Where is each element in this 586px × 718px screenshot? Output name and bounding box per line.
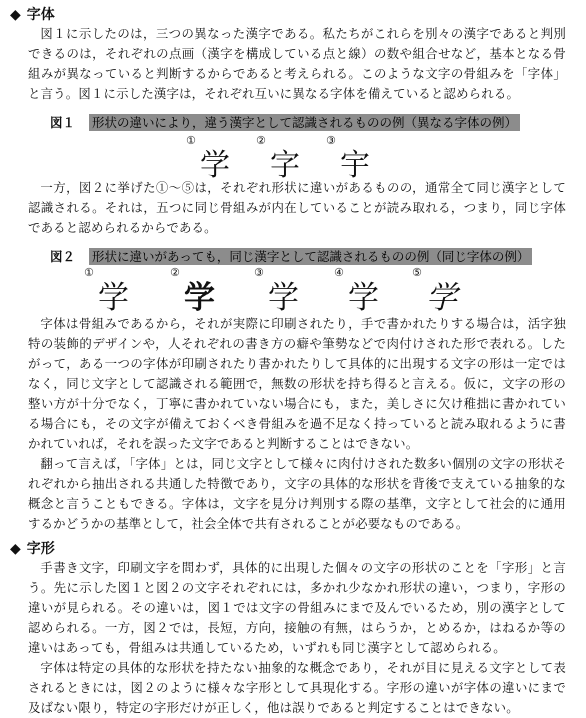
glyph-character: 学 [184, 280, 215, 316]
glyph-character: 宇 [340, 148, 370, 183]
figure-title: 形状の違いにより，違う漢字として認識されるものの例（異なる字体の例） [89, 114, 520, 131]
paragraph: 手書き文字，印刷文字を問わず，具体的に出現した個々の文字の形状のことを「字形」と言う。先に示した図１と図２の文字それぞれには，多かれ少なかれ形状の違い，つまり，字形の違いが見られる。その違いは，図１では文字の骨組みにまで及んでいるため，別の漢字として認められる。一方，図２では，長短，方向，接触の有無，はらうか，とめるか，はねるか等の違いはあっても，骨組みは共通しているため，いずれも同じ漢字として認められる。 [28, 560, 566, 655]
glyph-number: ① [186, 134, 196, 147]
paragraph: 字体は骨組みであるから，それが実際に印刷されたり，手で書かれたりする場合は，活字独特の装飾的デザインや，人それぞれの書き方の癖や筆勢などで肉付けされた形で表れる。したがって，ある一つの字体が印刷されたり書かれたりして具体的に出現する文字の形は一定ではなく，同じ文字として認識される範囲で，無数の形状を持ち得ると言える。仮に，文字の形の整い方が十分でなく，丁寧に書かれていない場合にも，また，美しさに欠け稚拙に書かれている場合にも，その文字が備えておくべき骨組みを過不足なく持っていると読み取れるように書かれていれば，それを誤った文字であると判断することはできない。 [28, 316, 566, 451]
glyph-number: ③ [254, 266, 264, 279]
glyph-character: 字 [270, 148, 300, 183]
figure-1-caption [50, 113, 520, 131]
glyph-character: 学 [268, 280, 299, 316]
diamond-bullet-icon: ◆ [10, 541, 21, 557]
paragraph: 図１に示したのは，三つの異なった漢字である。私たちがこれらを別々の漢字であると判別できるのは，それぞれの点画（漢字を構成している点と線）の数や組合せなど，基本となる骨組みが異なっていると判断するからであると考えられる。このような文字の骨組みを「字体」と言う。図１に示した漢字は，それぞれ互いに異なる字体を備えていると認められる。 [28, 26, 566, 101]
figure-number: 図２ [50, 249, 76, 264]
figure-2-caption [50, 247, 532, 265]
glyph-number: ② [170, 266, 180, 279]
section-title: 字体 [26, 7, 55, 23]
figure-number: 図１ [50, 115, 76, 130]
glyph-character: 学 [348, 280, 379, 316]
section-heading-jitai [10, 4, 55, 24]
glyph-character: 学 [98, 280, 129, 316]
paragraph: 翻って言えば，「字体」とは，同じ文字として様々に肉付けされた数多い個別の文字の形状それぞれから抽出される共通した特徴であり，文字の具体的な形状を背後で支えている抽象的な概念と言うこともできる。字体は，文字を見分け判別する際の基準，文字として社会的に通用するかどうかの基準として，社会全体で共有されることが必要なものである。 [28, 456, 566, 531]
glyph-number: ① [84, 266, 94, 279]
paragraph: 一方，図２に挙げた①〜⑤は，それぞれ形状に違いがあるものの，通常全て同じ漢字として認識される。それは，五つに同じ骨組みが内在していることが読み取れる，つまり，同じ字体であると認められるからである。 [28, 180, 566, 235]
glyph-character: 学 [426, 280, 457, 316]
diamond-bullet-icon: ◆ [10, 7, 21, 23]
paragraph: 字体は特定の具体的な形状を持たない抽象的な概念であり，それが目に見える文字として表されるときには，図２のように様々な字形として具現化する。字形の違いが字体の違いにまで及ばない限り，特定の字形だけが正しく，他は誤りであると判定することはできない。 [28, 660, 566, 715]
glyph-number: ④ [334, 266, 344, 279]
section-title: 字形 [26, 541, 55, 557]
glyph-number: ⑤ [412, 266, 422, 279]
glyph-character: 学 [200, 148, 230, 183]
figure-title: 形状に違いがあっても，同じ漢字として認識されるものの例（同じ字体の例） [89, 248, 532, 265]
glyph-number: ② [256, 134, 266, 147]
section-heading-jikei [10, 538, 55, 558]
glyph-number: ③ [326, 134, 336, 147]
